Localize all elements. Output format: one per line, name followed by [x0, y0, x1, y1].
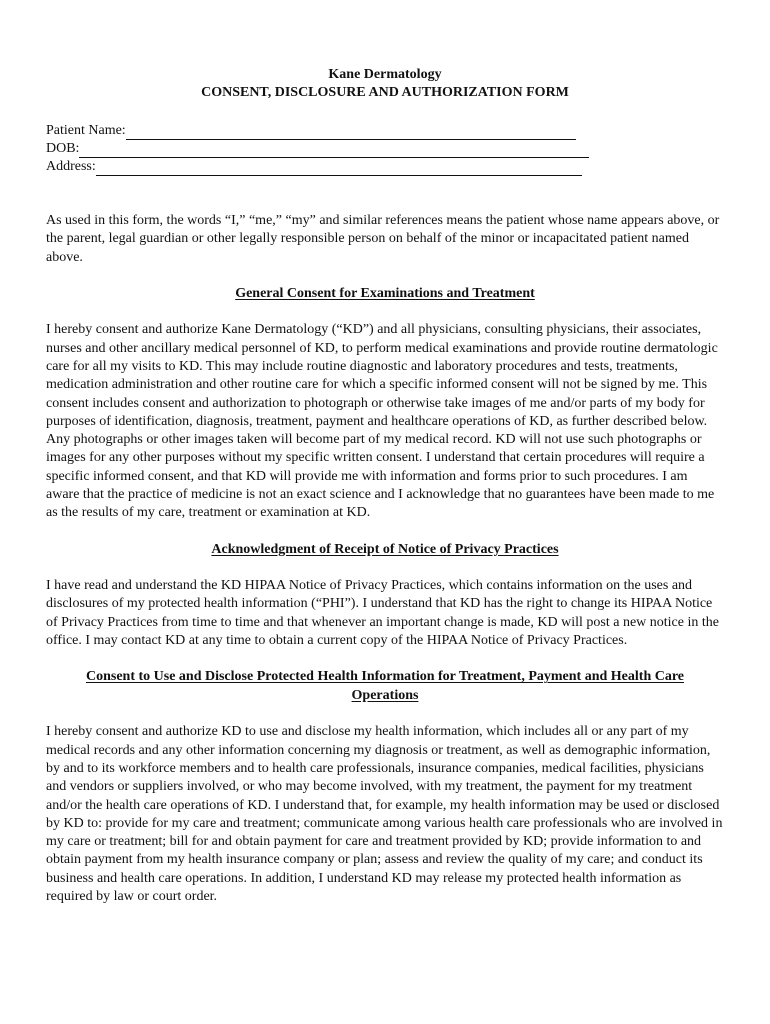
address-field[interactable]	[96, 161, 582, 176]
dob-row	[46, 140, 724, 158]
dob-field[interactable]	[79, 143, 589, 158]
form-title: CONSENT, DISCLOSURE AND AUTHORIZATION FORM	[201, 85, 569, 100]
general-consent-heading: General Consent for Examinations and Treatment	[235, 285, 535, 301]
patient-info-fields	[46, 122, 724, 176]
privacy-notice-heading: Acknowledgment of Receipt of Notice of Privacy Practices	[211, 541, 559, 557]
general-consent-body: I hereby consent and authorize Kane Dermatology (“KD”) and all physicians, consulting physicians, their associates, nurses and other ancillary medical personnel of KD, to perform medical examinations and provide routine dermatologic care for all my visits to KD. This may include routine diagnostic and laboratory procedures and tests, treatments, medication administration and other routine care for which a specific informed consent will not be signed by me. This consent includes consent and authorization to photograph or otherwise take images of me and/or parts of my body for purposes of identification, diagnosis, treatment, payment and healthcare operations of KD, as further described below. Any photographs or other images taken will become part of my medical record. KD will not use such photographs or images for any other purposes without my specific written consent. I understand that certain procedures will require a specific informed consent, and that KD will provide me with information and forms prior to such procedures. I am aware that the practice of medicine is not an exact science and I acknowledge that no guarantees have been made to me as the results of my care, treatment or examination at KD.	[46, 322, 718, 521]
patient-name-label: Patient Name:	[46, 123, 126, 138]
practice-name: Kane Dermatology	[328, 67, 442, 82]
phi-consent-heading: Consent to Use and Disclose Protected Health Information for Treatment, Payment and Health Care Operations	[85, 669, 685, 703]
address-label: Address:	[46, 159, 96, 174]
patient-name-field[interactable]	[126, 125, 576, 140]
intro-paragraph: As used in this form, the words “I,” “me,” “my” and similar references means the patient whose name appears above, or the parent, legal guardian or other legally responsible person on behalf of the minor or incapacitated patient named above.	[46, 213, 720, 265]
dob-label: DOB:	[46, 141, 80, 156]
patient-name-row	[46, 122, 724, 140]
privacy-notice-body: I have read and understand the KD HIPAA Notice of Privacy Practices, which contains information on the uses and disclosures of my protected health information (“PHI”). I understand that KD has the right to change its HIPAA Notice of Privacy Practices from time to time and that whenever an important change is made, KD will post a new notice in the office. I may contact KD at any time to obtain a current copy of the HIPAA Notice of Privacy Practices.	[46, 578, 719, 649]
phi-consent-body: I hereby consent and authorize KD to use and disclose my health information, which includes all or any part of my medical records and any other information concerning my diagnosis or treatment, as well as demographic information, by and to its workforce members and to health care professionals, insurance companies, medical facilities, physicians and vendors or suppliers involved, or who may become involved, with my treatment, the payment for my treatment and/or the health care operations of KD. I understand that, for example, my health information may be used or disclosed by KD to: provide for my care and treatment; communicate among various health care professionals who are involved in my care or treatment; bill for and obtain payment for care and treatment provided by KD; provide information to and obtain payment from my health insurance company or plan; assess and review the quality of my care; and conduct its business and health care operations. In addition, I understand KD may release my protected health information as required by law or court order.	[46, 724, 723, 905]
address-row	[46, 158, 724, 176]
